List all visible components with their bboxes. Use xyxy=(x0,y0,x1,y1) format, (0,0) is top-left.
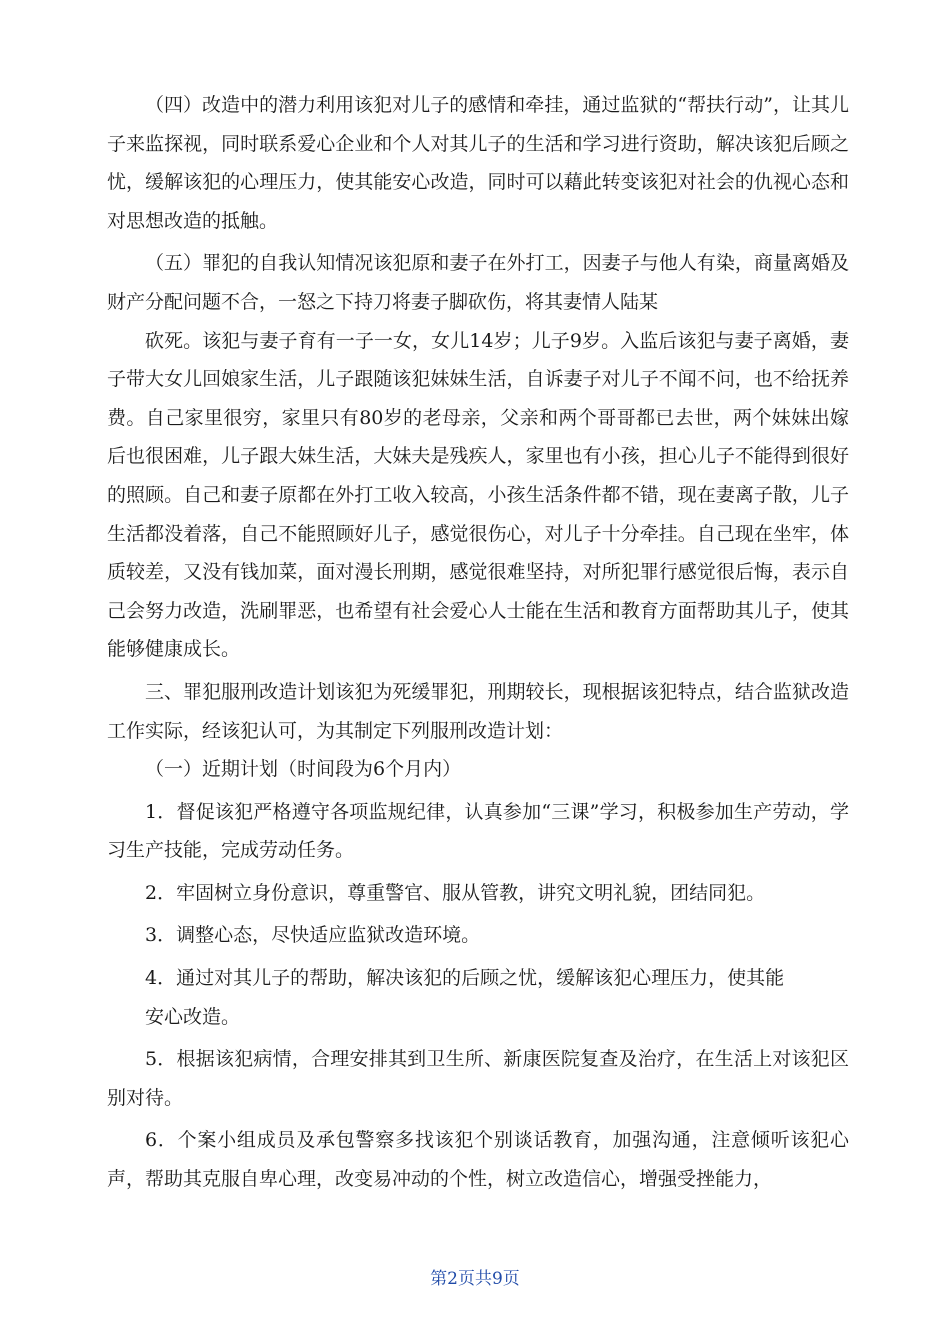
paragraph-five: （五）罪犯的自我认知情况该犯原和妻子在外打工，因妻子与他人有染，商量离婚及财产分配问题不合，一怒之下持刀将妻子脚砍伤，将其妻情人陆某 xyxy=(107,252,849,313)
list-item-3: 3．调整心态，尽快适应监狱改造环境。 xyxy=(145,924,481,947)
paragraph-five-continued: 砍死。该犯与妻子育有一子一女，女儿14岁；儿子9岁。入监后该犯与妻子离婚，妻子带大女儿回娘家生活，儿子跟随该犯妹妹生活，自诉妻子对儿子不闻不问，也不给抚养费。自己家里很穷，家里只有80岁的老母亲，父亲和两个哥哥都已去世，两个妹妹出嫁后也很困难，儿子跟大妹生活，大妹夫是残疾人，家里也有小孩，担心儿子不能得到很好的照顾。自己和妻子原都在外打工收入较高，小孩生活条件都不错，现在妻离子散，儿子生活都没着落，自己不能照顾好儿子，感觉很伤心，对儿子十分牵挂。自己现在坐牢，体质较差，又没有钱加菜，面对漫长刑期，感觉很难坚持，对所犯罪行感觉很后悔，表示自己会努力改造，洗刷罪恶，也希望有社会爱心人士能在生活和教育方面帮助其儿子，使其能够健康成长。 xyxy=(107,329,849,661)
list-item-4-continued: 安心改造。 xyxy=(145,1005,241,1028)
list-item-2: 2．牢固树立身份意识，尊重警官、服从管教，讲究文明礼貌，团结同犯。 xyxy=(145,881,766,904)
page-number-footer: 第2页共9页 xyxy=(430,1269,520,1289)
paragraph-near-term-heading: （一）近期计划（时间段为6个月内） xyxy=(145,758,462,781)
list-item-4: 4．通过对其儿子的帮助，解决该犯的后顾之忧，缓解该犯心理压力，使其能 xyxy=(145,967,785,990)
list-item-5: 5．根据该犯病情，合理安排其到卫生所、新康医院复查及治疗，在生活上对该犯区别对待。 xyxy=(107,1048,849,1109)
document-body xyxy=(107,86,849,1199)
list-item-1: 1．督促该犯严格遵守各项监规纪律，认真参加“三课”学习，积极参加生产劳动，学习生产技能，完成劳动任务。 xyxy=(107,800,849,862)
paragraph-section-three: 三、罪犯服刑改造计划该犯为死缓罪犯，刑期较长，现根据该犯特点，结合监狱改造工作实际，经该犯认可，为其制定下列服刑改造计划： xyxy=(107,680,849,742)
paragraph-four: （四）改造中的潜力利用该犯对儿子的感情和牵挂，通过监狱的“帮扶行动”，让其儿子来监探视，同时联系爱心企业和个人对其儿子的生活和学习进行资助，解决该犯后顾之忧，缓解该犯的心理压力，使其能安心改造，同时可以藉此转变该犯对社会的仇视心态和对思想改造的抵触。 xyxy=(107,94,849,232)
list-item-6: 6．个案小组成员及承包警察多找该犯个别谈话教育，加强沟通，注意倾听该犯心声，帮助其克服自卑心理，改变易冲动的个性，树立改造信心，增强受挫能力， xyxy=(107,1129,849,1191)
